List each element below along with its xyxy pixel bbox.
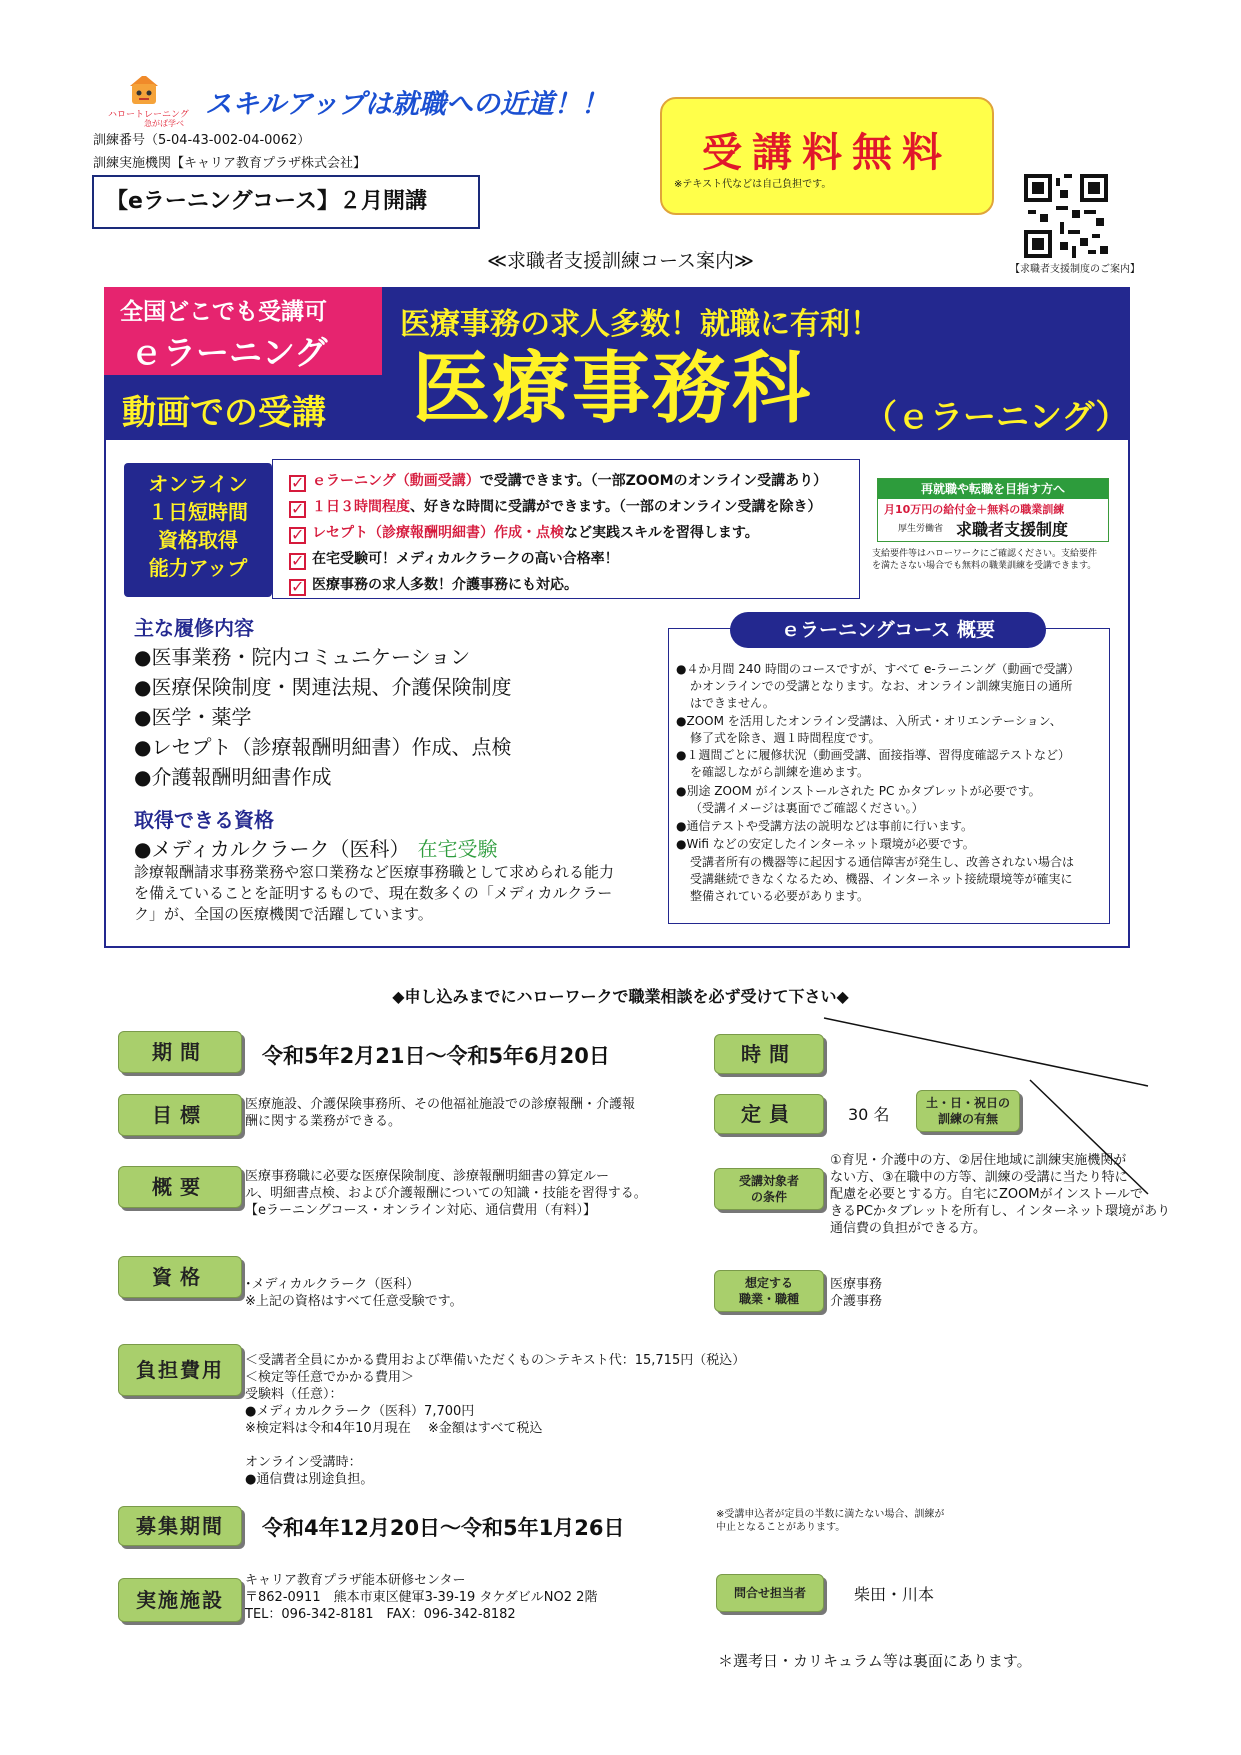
qualification-item: ●メディカルクラーク（医科） 在宅受験 bbox=[134, 837, 498, 861]
slogan: スキルアップは就職への近道！！ bbox=[205, 89, 608, 120]
contact-label: 問合せ担当者 bbox=[716, 1574, 824, 1612]
curriculum-item: ●医事業務・院内コミュニケーション bbox=[134, 645, 471, 669]
curriculum-item: ●レセプト（診療報酬明細書）作成、点検 bbox=[134, 735, 512, 759]
feature-line: ✓ レセプト（診療報酬明細書）作成・点検など実践スキルを習得します。 bbox=[291, 525, 759, 544]
support-top: 再就職や転職を目指す方へ bbox=[878, 479, 1108, 499]
elearning-badge bbox=[104, 287, 382, 375]
curriculum-item: ●医学・薬学 bbox=[134, 705, 252, 729]
qualification-value: ･メディカルクラーク（医科） ※上記の資格はすべて任意受験です。 bbox=[245, 1277, 463, 1309]
overview-line: はできません。 bbox=[690, 696, 775, 710]
overview-line: ●別途 ZOOM がインストールされた PC かタブレットが必要です。 bbox=[676, 784, 1041, 798]
cost-value: ＜受講者全員にかかる費用および準備いただくもの＞テキスト代：15,715円（税込） ＜検定等任意でかかる費用＞ 受験料（任意）： ●メディカルクラーク（医科）7,700円 ※検定料は令和4年10月現在 ※金額はすべて税込 オンライン受講時： ●通信費は別途負担。 bbox=[245, 1353, 746, 1487]
facility-label: 実施施設 bbox=[118, 1578, 242, 1622]
overview-line: ●４か月間 240 時間のコースですが、すべて e-ラーニング（動画で受講） bbox=[676, 662, 1080, 676]
support-system-box bbox=[877, 478, 1109, 542]
home-exam-note: 在宅受験 bbox=[417, 837, 498, 861]
period-label: 期間 bbox=[118, 1031, 242, 1073]
course-suffix: （ｅラーニング） bbox=[864, 397, 1129, 436]
feature-side-2: １日短時間 bbox=[148, 500, 248, 524]
checkbox-icon: ✓ bbox=[291, 499, 305, 518]
elearning-text: ｅラーニング bbox=[130, 333, 328, 372]
recruit-value: 令和4年12月20日～令和5年1月26日 bbox=[262, 1516, 625, 1540]
qr-label: 【求職者支援制度のご案内】 bbox=[1010, 264, 1140, 275]
catch-copy: 医療事務の求人多数！就職に有利！ bbox=[400, 307, 880, 342]
facility-value: キャリア教育プラザ能本研修センター 〒862-0911 熊本市東区健軍3-39-19 タケダビルNO2 2階 TEL：096-342-8181 FAX：096-342-8182 bbox=[245, 1573, 598, 1622]
checkbox-icon: ✓ bbox=[291, 551, 305, 570]
cost-label: 負担費用 bbox=[118, 1344, 242, 1396]
footer-note: ＊選考日・カリキュラム等は裏面にあります。 bbox=[718, 1652, 1032, 1670]
target-value: ①育児・介護中の方、②居住地域に訓練実施機関が ない方、③在職中の方等、訓練の受講に当たり特に 配慮を必要とする方。自宅にZOOMがインストールで きるPCかタブレットを所有し、インターネット環境があり 通信費の負担ができる方。 bbox=[830, 1153, 1171, 1236]
support-system-name: 求職者支援制度 bbox=[956, 520, 1069, 539]
consultation-notice: ◆申し込みまでにハローワークで職業相談を必ず受けて下さい◆ bbox=[392, 987, 849, 1006]
overview-line: 受講者所有の機器等に起因する通信障害が発生し、改善されない場合は bbox=[690, 855, 1075, 869]
feature-side-4: 能力アップ bbox=[148, 556, 248, 580]
feature-line: ✓ １日３時間程度、好きな時間に受講ができます。（一部のオンライン受講を除き） bbox=[291, 499, 822, 518]
curriculum-item: ●医療保険制度・関連法規、介護保険制度 bbox=[134, 675, 512, 699]
overview-line: ●ZOOM を活用したオンライン受講は、入所式・オリエンテーション、 bbox=[676, 714, 1062, 728]
goal-value: 医療施設、介護保険事務所、その他福祉施設での診療報酬・介護報 酬に関する業務ができる。 bbox=[245, 1097, 636, 1129]
video-text: 動画での受講 bbox=[122, 393, 326, 433]
summary-value: 医療事務職に必要な医療保険制度、診療報酬明細書の算定ルー ル、明細書点検、および介護報酬についての知識・技能を習得する。 【eラーニングコース・オンライン対応、通信費用（有料）】 bbox=[245, 1169, 647, 1218]
curriculum-item: ●介護報酬明細書作成 bbox=[134, 765, 332, 789]
logo-subtext: 急がば学べ bbox=[144, 119, 184, 128]
overview-line: を確認しながら訓練を進めます。 bbox=[690, 765, 870, 779]
feature-line: ✓ 医療事務の求人多数！介護事務にも対応。 bbox=[291, 577, 578, 596]
curriculum-heading: 主な履修内容 bbox=[134, 616, 254, 640]
guide-title: ≪求職者支援訓練コース案内≫ bbox=[487, 250, 754, 272]
checkbox-icon: ✓ bbox=[291, 577, 305, 596]
qualification-heading: 取得できる資格 bbox=[134, 808, 274, 832]
features-box bbox=[272, 459, 860, 599]
target-label: 受講対象者 の条件 bbox=[714, 1168, 824, 1210]
capacity-label: 定員 bbox=[714, 1094, 824, 1134]
course-name: 医療事務科 bbox=[412, 344, 813, 434]
checkbox-icon: ✓ bbox=[291, 525, 305, 544]
free-tuition-note: ※テキスト代などは自己負担です。 bbox=[674, 179, 832, 190]
ministry-label: 厚生労働省 bbox=[898, 524, 944, 534]
feature-side-1: オンライン bbox=[148, 472, 248, 496]
institution: 訓練実施機関【キャリア教育プラザ株式会社】 bbox=[93, 156, 367, 171]
contact-value: 柴田・川本 bbox=[854, 1585, 935, 1604]
feature-line: ✓ ｅラーニング（動画受講）で受講できます。（一部ZOOMのオンライン受講あり） bbox=[291, 473, 828, 492]
training-number: 訓練番号（5-04-43-002-04-0062） bbox=[93, 133, 311, 148]
summary-label: 概要 bbox=[118, 1166, 242, 1208]
support-benefit: 月10万円の給付金＋無料の職業訓練 bbox=[884, 503, 1065, 516]
overview-title: ｅラーニングコース 概要 bbox=[730, 612, 1046, 648]
logo-text: ハロートレーニング bbox=[108, 110, 189, 120]
recruit-label: 募集期間 bbox=[118, 1506, 242, 1546]
capacity-value: 30 名 bbox=[848, 1105, 890, 1124]
holiday-training-label: 土・日・祝日の 訓練の有無 bbox=[916, 1090, 1020, 1132]
free-tuition-box bbox=[660, 97, 994, 215]
support-note-2: を満たさない場合でも無料の職業訓練を受講できます。 bbox=[872, 561, 1097, 571]
overview-line: 受講継続できなくなるため、機器、インターネット接続環境等が確実に bbox=[690, 872, 1073, 886]
course-banner bbox=[104, 287, 1130, 440]
overview-line: かオンラインでの受講となります。なお、オンライン訓練実施日の通所 bbox=[690, 679, 1073, 693]
overview-line: ●１週間ごとに履修状況（動画受講、面接指導、習得度確認テストなど） bbox=[676, 748, 1070, 762]
period-value: 令和5年2月21日～令和5年6月20日 bbox=[262, 1044, 610, 1068]
recruit-note: ※受講申込者が定員の半数に満たない場合、訓練が 中止となることがあります。 bbox=[716, 1509, 945, 1533]
overview-line: 整備されている必要があります。 bbox=[690, 889, 870, 903]
time-label: 時間 bbox=[714, 1034, 824, 1074]
free-tuition-title: 受講料無料 bbox=[702, 130, 952, 176]
feature-side-3: 資格取得 bbox=[158, 528, 238, 552]
checkbox-icon: ✓ bbox=[291, 473, 305, 492]
support-note-1: 支給要件等はハローワークにご確認ください。支給要件 bbox=[872, 549, 1098, 559]
overview-line: 修了式を除き、週１時間程度です。 bbox=[690, 731, 881, 745]
feature-line: ✓ 在宅受験可！メディカルクラークの高い合格率！ bbox=[291, 551, 619, 570]
job-label: 想定する 職業・職種 bbox=[714, 1270, 824, 1312]
overview-line: ●通信テストや受講方法の説明などは事前に行います。 bbox=[676, 819, 974, 833]
anywhere-text: 全国どこでも受講可 bbox=[120, 299, 327, 325]
features-side-panel bbox=[124, 463, 272, 597]
course-label: 【eラーニングコース】２月開講 bbox=[92, 175, 480, 229]
overview-line: ●Wifi などの安定したインターネット環境が必要です。 bbox=[676, 837, 975, 851]
qualification-label: 資格 bbox=[118, 1256, 242, 1298]
job-value: 医療事務 介護事務 bbox=[830, 1277, 883, 1309]
goal-label: 目標 bbox=[118, 1094, 242, 1136]
qualification-description: 診療報酬請求事務業務や窓口業務など医療事務職として求められる能力 を備えていることを証明するもので、現在数多くの「メディカルクラー ク」が、全国の医療機関で活躍しています。 bbox=[134, 863, 615, 923]
overview-line: （受講イメージは裏面でご確認ください。） bbox=[690, 801, 924, 815]
